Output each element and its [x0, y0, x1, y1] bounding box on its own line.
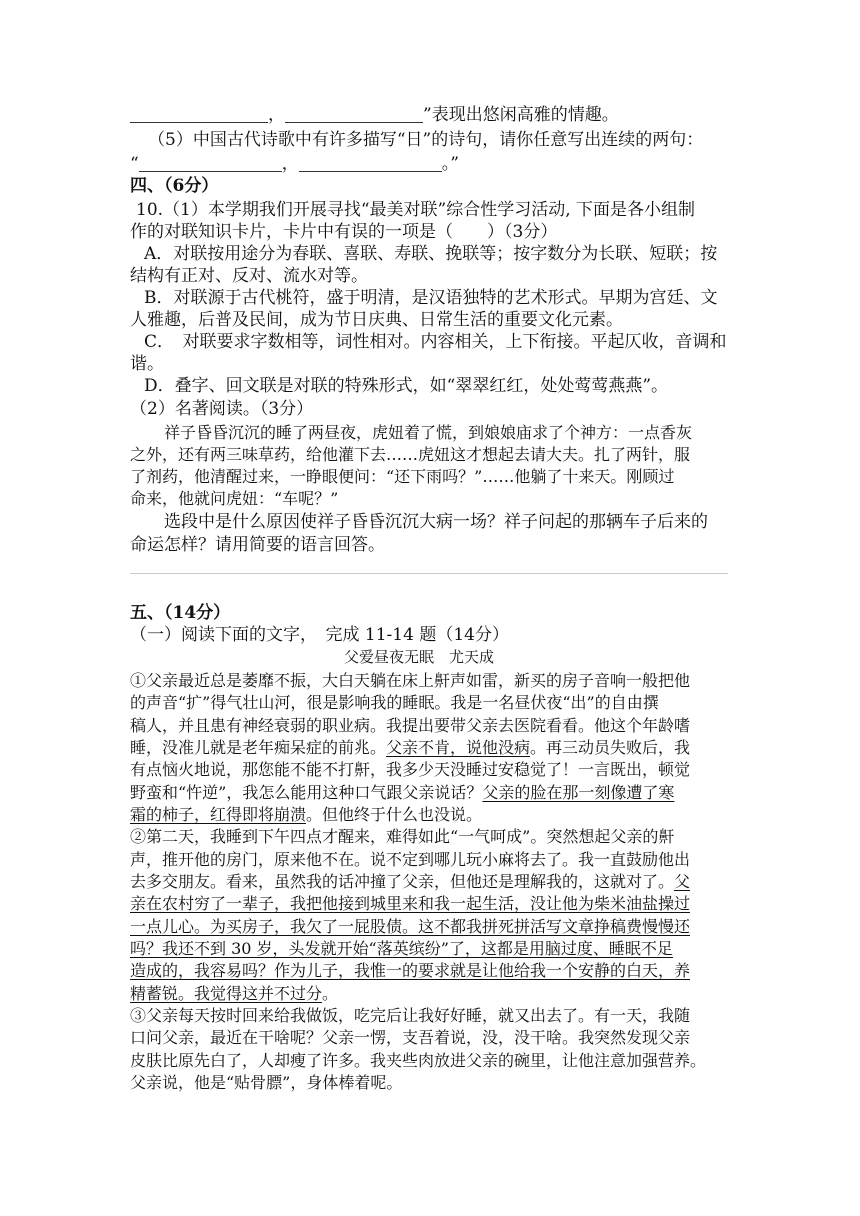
underlined-passage: 父: [674, 872, 691, 891]
para-2-line-5: 一点儿心。为买房子，我欠了一屁股债。这不都我拼死拼活写文章挣稿费慢慢还: [130, 917, 691, 936]
para-1-line-1: ①父亲最近总是萎靡不振，大白天躺在床上鼾声如雷，新买的房子音响一般把他: [130, 671, 691, 690]
para-1-line-6: 野蛮和“忤逆”，我怎么能用这种口气跟父亲说话？父亲的脸在那一刻像遭了寒: [130, 783, 675, 802]
option-b-line-2: 人雅趣，后普及民间，成为节日庆典、日常生活的重要文化元素。: [130, 310, 623, 330]
para-1-line-5: 有点恼火地说，那您能不能不打鼾，我多少天没睡过安稳觉了！一言既出，顿觉: [130, 760, 691, 779]
para-2-line-4: 亲在农村穷了一辈子，我把他接到城里来和我一起生活，没让他为柴米油盐操过: [130, 894, 691, 913]
reading-instructions: （一）阅读下面的文字， 完成 11-14 题（14分）: [130, 625, 509, 645]
underlined-sentence: 父亲的脸在那一刻像遭了寒: [482, 783, 675, 802]
option-c-line-1: C． 对联要求字数相等，词性相对。内容相关，上下衔接。平起仄收，音调和: [144, 332, 727, 352]
para-3-line-2: 口问父亲，最近在干啥呢？父亲一愣，支吾着说，没，没干啥。我突然发现父亲: [130, 1028, 691, 1047]
q10-stem-line-1: 10.（1）本学期我们开展寻找“最美对联”综合性学习活动, 下面是各小组制: [136, 200, 696, 220]
answer-blank[interactable]: [299, 155, 442, 172]
para-3-line-1: ③父亲每天按时回来给我做饭，吃完后让我好好睡，就又出去了。有一天，我随: [130, 1006, 691, 1025]
excerpt-line-3: 了剂药，他清醒过来，一睁眼便问：“还下雨吗？”……他躺了十来天。刚顾过: [130, 467, 675, 486]
excerpt-line-4: 命来，他就问虎妞：“车呢？”: [130, 489, 339, 508]
para-2-line-6: 吗？我还不到 30 岁，头发就开始“落英缤纷”了，这都是用脑过度、睡眠不足: [130, 939, 673, 958]
option-c-line-2: 谐。: [130, 354, 164, 374]
para-1-line-2: 的声音“扩”得气壮山河，很是影响我的睡眠。我是一名昼伏夜“出”的自由撰: [130, 693, 659, 712]
para-2-line-2: 声，推开他的房门，原来他不在。说不定到哪儿玩小麻将去了。我一直鼓励他出: [130, 850, 691, 869]
para-3-line-4: 父亲说，他是“贴骨膘”，身体棒着呢。: [130, 1073, 403, 1092]
answer-blank[interactable]: [285, 106, 423, 123]
para-2-line-3: 去多交朋友。看来，虽然我的话冲撞了父亲，但他还是理解我的，这就对了。父: [130, 872, 691, 891]
option-d: D．叠字、回文联是对联的特殊形式，如“翠翠红红，处处莺莺燕燕”。: [144, 376, 669, 396]
underlined-passage: 精蓄锐。我觉得这并不过分: [130, 984, 323, 1003]
q9-line-3: “ ， 。”: [130, 154, 459, 174]
excerpt-line-1: 祥子昏昏沉沉的睡了两昼夜，虎妞着了慌，到娘娘庙求了个神方：一点香灰: [164, 423, 693, 442]
answer-blank[interactable]: [139, 155, 282, 172]
para-2-line-1: ②第二天，我睡到下午四点才醒来，难得如此“一气呵成”。突然想起父亲的鼾: [130, 827, 675, 846]
article-title: 父爱昼夜无眠 尤天成: [344, 648, 495, 666]
section-5-heading: 五、（14分）: [130, 603, 231, 623]
option-a-line-1: A．对联按用途分为春联、喜联、寿联、挽联等；按字数分为长联、短联；按: [144, 244, 718, 264]
section-4-heading: 四、（6分）: [130, 176, 219, 196]
option-b-line-1: B．对联源于古代桃符，盛于明清，是汉语独特的艺术形式。早期为宫廷、文: [144, 288, 718, 308]
para-1-line-3: 稿人，并且患有神经衰弱的职业病。我提出要带父亲去医院看看。他这个年龄嗜: [130, 716, 691, 735]
divider: [130, 573, 728, 574]
q9-line-1: ， ”表现出悠闲高雅的情趣。: [130, 106, 619, 124]
underlined-sentence: 父亲不肯，说他没病: [386, 738, 531, 757]
excerpt-question-line-2: 命运怎样？请用简要的语言回答。: [130, 535, 385, 555]
q10-stem-line-2: 作的对联知识卡片，卡片中有误的一项是（ ）（3分）: [130, 222, 558, 242]
para-1-line-4: 睡，没准儿就是老年痴呆症的前兆。父亲不肯，说他没病。再三动员失败后，我: [130, 738, 691, 757]
para-3-line-3: 皮肤比原先白了，人却瘦了许多。我夹些肉放进父亲的碗里，让他注意加强营养。: [130, 1051, 707, 1070]
answer-blank[interactable]: [130, 106, 268, 123]
underlined-sentence: 霜的柿子，红得即将崩溃: [130, 805, 307, 824]
q10-part-2-heading: （2）名著阅读。（3分）: [130, 399, 314, 419]
para-2-line-8: 精蓄锐。我觉得这并不过分。: [130, 984, 339, 1003]
excerpt-question-line-1: 选段中是什么原因使祥子昏昏沉沉大病一场？祥子问起的那辆车子后来的: [164, 512, 708, 532]
excerpt-line-2: 之外，还有两三味草药，给他灌下去……虎妞这才想起去请大夫。扎了两针，服: [130, 445, 691, 464]
option-a-line-2: 结构有正对、反对、流水对等。: [130, 266, 368, 286]
para-1-line-7: 霜的柿子，红得即将崩溃。但他终于什么也没说。: [130, 805, 483, 824]
para-2-line-7: 造成的，我容易吗？作为儿子，我惟一的要求就是让他给我一个安静的白天，养: [130, 961, 691, 980]
q9-sub5-prompt: （5）中国古代诗歌中有许多描写“日”的诗句，请你任意写出连续的两句：: [148, 130, 704, 150]
